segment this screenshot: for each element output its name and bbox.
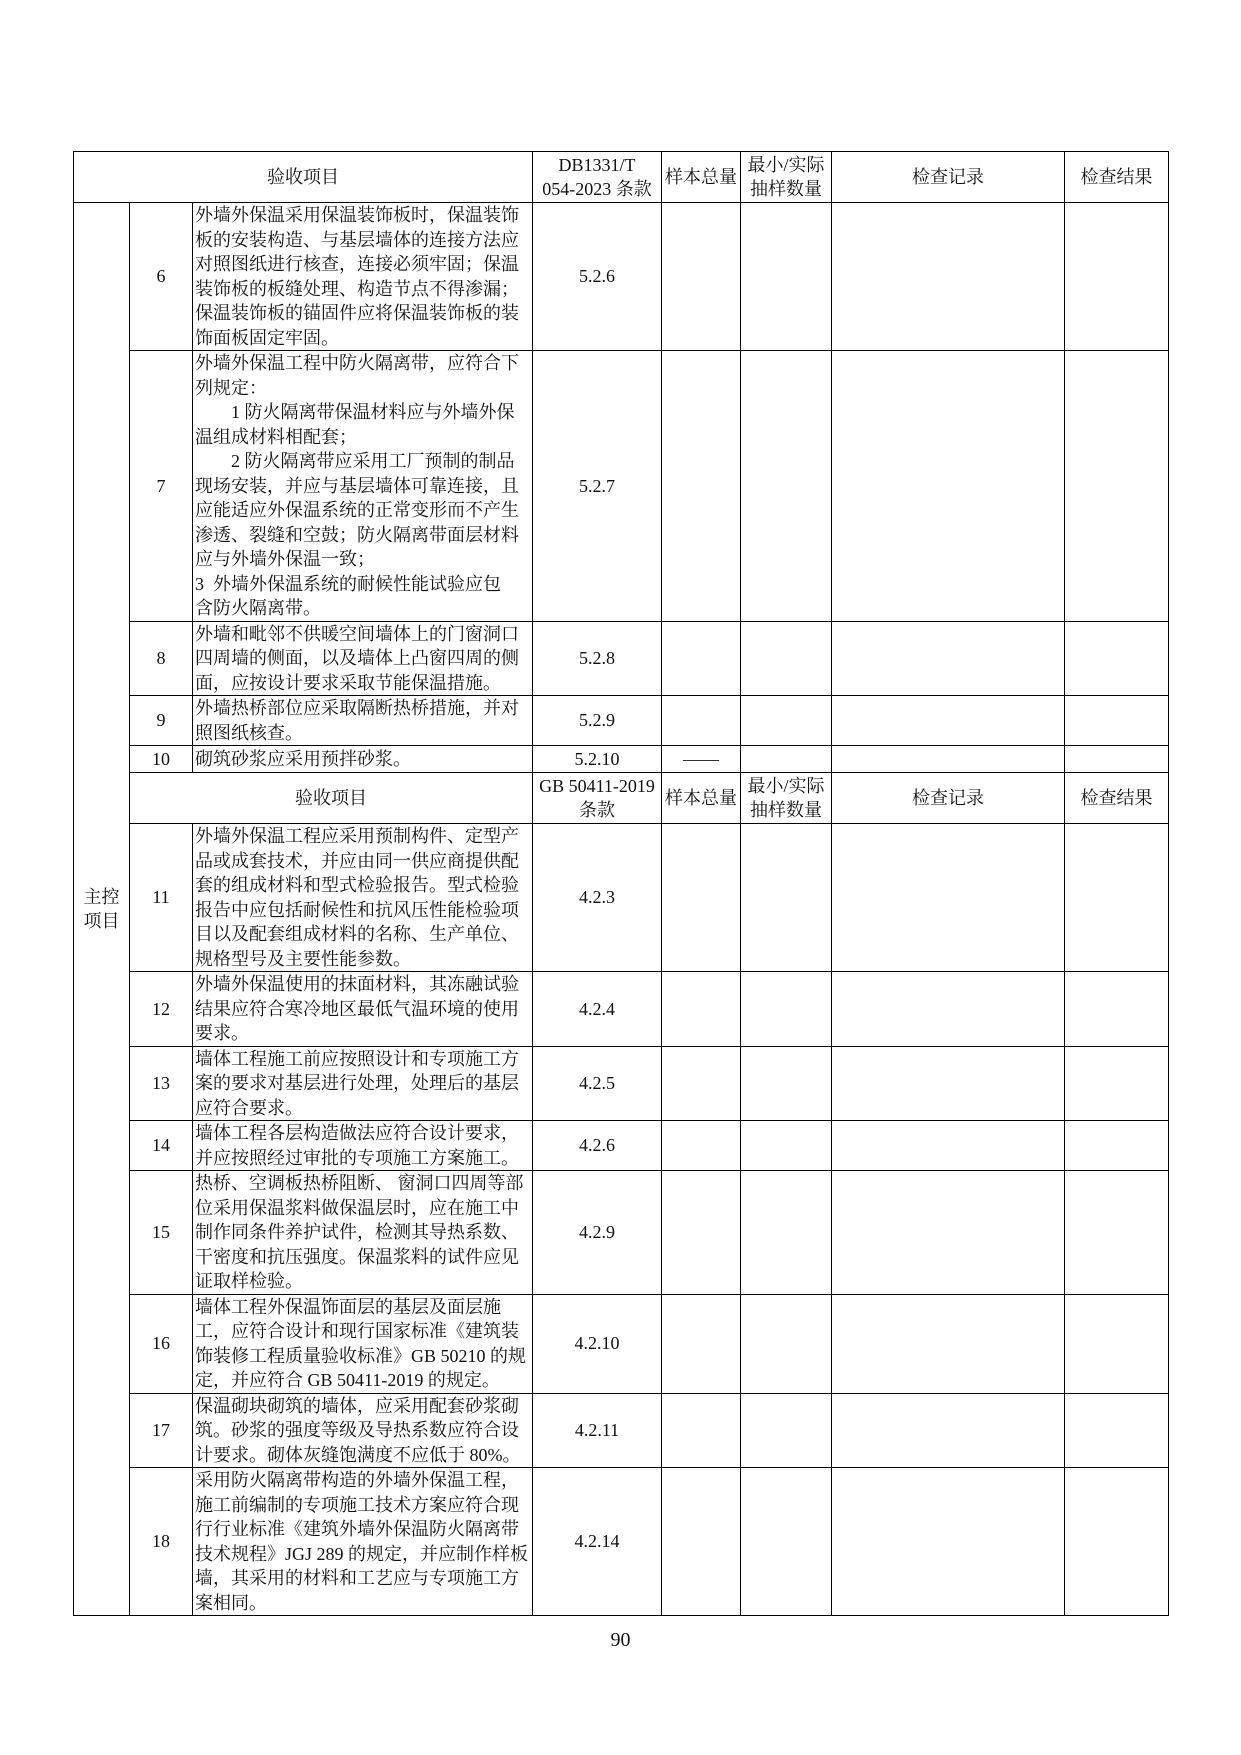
item-row-9 <box>74 696 1169 746</box>
sample-total-cell <box>662 1294 741 1393</box>
item-description: 保温砌块砌筑的墙体，应采用配套砂浆砌 筑。砂浆的强度等级及导热系数应符合设 计要求。砌体灰缝饱满度不应低于 80%。 <box>193 1393 533 1468</box>
item-row-6 <box>74 203 1169 351</box>
sample-total-cell <box>662 696 741 746</box>
clause-number: 5.2.8 <box>533 621 662 696</box>
item-number: 13 <box>130 1046 193 1121</box>
item-number: 7 <box>130 351 193 622</box>
item-row-13 <box>74 1046 1169 1121</box>
inspection-result-cell <box>1065 1468 1169 1616</box>
item-row-8 <box>74 621 1169 696</box>
sample-count-cell <box>741 746 832 773</box>
inspection-result-cell <box>1065 351 1169 622</box>
inspection-result-cell <box>1065 746 1169 773</box>
header-row-gb <box>74 773 1169 824</box>
header-clause: GB 50411-2019 条款 <box>533 773 662 824</box>
sample-total-cell <box>662 621 741 696</box>
sample-total-cell <box>662 824 741 972</box>
item-row-17 <box>74 1393 1169 1468</box>
header-acceptance-item: 验收项目 <box>130 773 533 824</box>
clause-number: 4.2.6 <box>533 1121 662 1171</box>
clause-number: 4.2.5 <box>533 1046 662 1121</box>
inspection-record-cell <box>832 972 1065 1047</box>
sample-count-cell <box>741 1046 832 1121</box>
inspection-record-cell <box>832 746 1065 773</box>
item-row-15 <box>74 1171 1169 1295</box>
sample-count-cell <box>741 1121 832 1171</box>
item-number: 6 <box>130 203 193 351</box>
item-row-11 <box>74 824 1169 972</box>
clause-number: 5.2.6 <box>533 203 662 351</box>
header-acceptance-item: 验收项目 <box>74 152 533 203</box>
sample-count-cell <box>741 1294 832 1393</box>
item-row-10 <box>74 746 1169 773</box>
item-number: 12 <box>130 972 193 1047</box>
item-description: 墙体工程外保温饰面层的基层及面层施 工，应符合设计和现行国家标准《建筑装 饰装修工程质量验收标准》GB 50210 的规 定，并应符合 GB 50411-2019 的规定。 <box>193 1294 533 1393</box>
inspection-result-cell <box>1065 1171 1169 1295</box>
item-description: 采用防火隔离带构造的外墙外保温工程， 施工前编制的专项施工技术方案应符合现 行行业标准《建筑外墙外保温防火隔离带 技术规程》JGJ 289 的规定，并应制作样板 墙，其采用的材料和工艺应与专项施工方 案相同。 <box>193 1468 533 1616</box>
item-description: 墙体工程各层构造做法应符合设计要求， 并应按照经过审批的专项施工方案施工。 <box>193 1121 533 1171</box>
clause-number: 4.2.3 <box>533 824 662 972</box>
header-inspection-result: 检查结果 <box>1065 152 1169 203</box>
inspection-result-cell <box>1065 1393 1169 1468</box>
sample-count-cell <box>741 824 832 972</box>
item-number: 9 <box>130 696 193 746</box>
clause-number: 4.2.4 <box>533 972 662 1047</box>
sample-total-cell <box>662 351 741 622</box>
clause-number: 4.2.11 <box>533 1393 662 1468</box>
item-row-14 <box>74 1121 1169 1171</box>
inspection-result-cell <box>1065 696 1169 746</box>
inspection-result-cell <box>1065 621 1169 696</box>
sample-count-cell <box>741 1171 832 1295</box>
sample-total-cell <box>662 203 741 351</box>
inspection-result-cell <box>1065 1046 1169 1121</box>
item-number: 11 <box>130 824 193 972</box>
sample-count-cell <box>741 696 832 746</box>
inspection-record-cell <box>832 696 1065 746</box>
item-number: 16 <box>130 1294 193 1393</box>
header-clause: DB1331/T 054-2023 条款 <box>533 152 662 203</box>
inspection-result-cell <box>1065 1294 1169 1393</box>
category-cell <box>74 203 130 1616</box>
inspection-record-cell <box>832 203 1065 351</box>
category-label: 主控项目 <box>83 886 120 931</box>
inspection-record-cell <box>832 351 1065 622</box>
item-description: 外墙外保温使用的抹面材料，其冻融试验 结果应符合寒冷地区最低气温环境的使用 要求。 <box>193 972 533 1047</box>
inspection-record-cell <box>832 1046 1065 1121</box>
item-description: 砌筑砂浆应采用预拌砂浆。 <box>193 746 533 773</box>
acceptance-table <box>73 151 1169 1616</box>
sample-count-cell <box>741 1393 832 1468</box>
sample-total-cell <box>662 1121 741 1171</box>
header-sample-count: 最小/实际 抽样数量 <box>741 773 832 824</box>
clause-number: 5.2.9 <box>533 696 662 746</box>
inspection-record-cell <box>832 621 1065 696</box>
item-number: 10 <box>130 746 193 773</box>
item-description: 外墙外保温采用保温装饰板时，保温装饰 板的安装构造、与基层墙体的连接方法应 对照图纸进行核查，连接必须牢固；保温 装饰板的板缝处理、构造节点不得渗漏； 保温装饰板的锚固件应将保温装饰板的装 饰面板固定牢固。 <box>193 203 533 351</box>
sample-count-cell <box>741 1468 832 1616</box>
sample-total-cell: —— <box>662 746 741 773</box>
item-description: 外墙和毗邻不供暖空间墙体上的门窗洞口 四周墙的侧面，以及墙体上凸窗四周的侧 面，应按设计要求采取节能保温措施。 <box>193 621 533 696</box>
item-row-7 <box>74 351 1169 622</box>
inspection-record-cell <box>832 824 1065 972</box>
sample-total-cell <box>662 1171 741 1295</box>
inspection-result-cell <box>1065 972 1169 1047</box>
item-row-12 <box>74 972 1169 1047</box>
item-number: 17 <box>130 1393 193 1468</box>
clause-number: 4.2.10 <box>533 1294 662 1393</box>
header-sample-total: 样本总量 <box>662 152 741 203</box>
sample-count-cell <box>741 351 832 622</box>
header-inspection-result: 检查结果 <box>1065 773 1169 824</box>
sample-total-cell <box>662 1046 741 1121</box>
header-sample-total: 样本总量 <box>662 773 741 824</box>
item-number: 8 <box>130 621 193 696</box>
sample-count-cell <box>741 203 832 351</box>
item-row-18 <box>74 1468 1169 1616</box>
item-description: 墙体工程施工前应按照设计和专项施工方 案的要求对基层进行处理，处理后的基层 应符合要求。 <box>193 1046 533 1121</box>
header-sample-count: 最小/实际 抽样数量 <box>741 152 832 203</box>
inspection-record-cell <box>832 1468 1065 1616</box>
sample-total-cell <box>662 1468 741 1616</box>
item-number: 15 <box>130 1171 193 1295</box>
item-description: 热桥、空调板热桥阻断、 窗洞口四周等部 位采用保温浆料做保温层时，应在施工中 制作同条件养护试件，检测其导热系数、 干密度和抗压强度。保温浆料的试件应见 证取样检验。 <box>193 1171 533 1295</box>
page-number: 90 <box>610 1629 631 1651</box>
sample-total-cell <box>662 972 741 1047</box>
header-inspection-record: 检查记录 <box>832 773 1065 824</box>
sample-total-cell <box>662 1393 741 1468</box>
item-description: 外墙外保温工程应采用预制构件、定型产 品或成套技术，并应由同一供应商提供配 套的组成材料和型式检验报告。型式检验 报告中应包括耐候性和抗风压性能检验项 目以及配套组成材料的名称、生产单位、 规格型号及主要性能参数。 <box>193 824 533 972</box>
clause-number: 4.2.9 <box>533 1171 662 1295</box>
item-number: 14 <box>130 1121 193 1171</box>
header-row-db <box>74 152 1169 203</box>
clause-number: 5.2.7 <box>533 351 662 622</box>
inspection-record-cell <box>832 1294 1065 1393</box>
item-row-16 <box>74 1294 1169 1393</box>
header-inspection-record: 检查记录 <box>832 152 1065 203</box>
item-description: 外墙外保温工程中防火隔离带，应符合下 列规定： 1 防火隔离带保温材料应与外墙外保 温组成材料相配套； 2 防火隔离带应采用工厂预制的制品 现场安装，并应与基层墙体可靠连接，且 应能适应外保温系统的正常变形而不产生 渗透、裂缝和空鼓；防火隔离带面层材料 应与外墙外保温一致； 3 外墙外保温系统的耐候性能试验应包 含防火隔离带。 <box>193 351 533 622</box>
inspection-result-cell <box>1065 824 1169 972</box>
clause-number: 5.2.10 <box>533 746 662 773</box>
clause-number: 4.2.14 <box>533 1468 662 1616</box>
inspection-result-cell <box>1065 1121 1169 1171</box>
item-number: 18 <box>130 1468 193 1616</box>
sample-count-cell <box>741 621 832 696</box>
inspection-record-cell <box>832 1171 1065 1295</box>
sample-count-cell <box>741 972 832 1047</box>
inspection-record-cell <box>832 1121 1065 1171</box>
inspection-result-cell <box>1065 203 1169 351</box>
item-description: 外墙热桥部位应采取隔断热桥措施，并对 照图纸核查。 <box>193 696 533 746</box>
inspection-record-cell <box>832 1393 1065 1468</box>
